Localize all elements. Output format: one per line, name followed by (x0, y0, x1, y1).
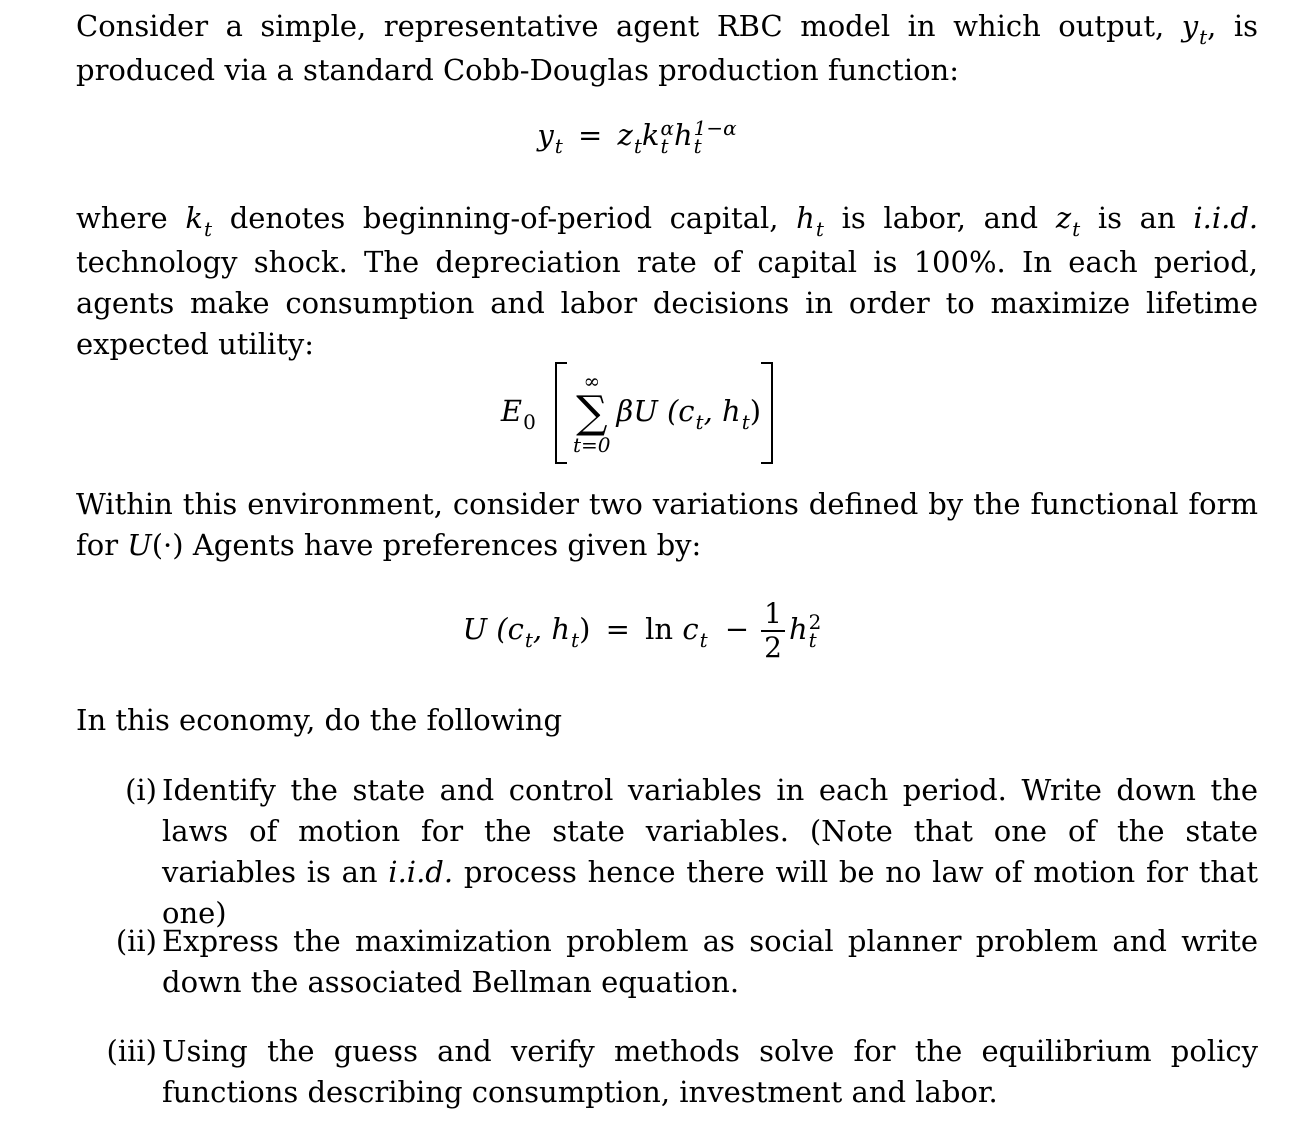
question-item-ii: (ii) Express the maximization problem as social planner problem and write down the associated Bellman equation. (162, 921, 1258, 1003)
definitions-paragraph: where $k_t$ denotes beginning-of-period capital, $h_t$ is labor, and $z_t$ is an i.i.d. technology shock. The depreciation rate of capital is 100%. In each period, agents make consumption and labor decisions in order to maximize lifetime expected utility: (76, 201, 1259, 361)
instructions-paragraph: In this economy, do the following (76, 703, 563, 737)
question-label-i: (i) (125, 773, 157, 807)
utility-function-equation: U ($c_t$, $h_t) = \ln c_t$ − $\frac{1}{2}$ h 2 t (462, 597, 822, 664)
question-item-iii: (iii) Using the guess and verify methods solve for the equilibrium policy functions describing consumption, investment and labor. (162, 1031, 1258, 1113)
production-function-equation: $y_t = z_tk$ α t h 1−α t (537, 116, 737, 158)
question-item-i: (i) Identify the state and control variables in each period. Write down the laws of motion for the state variables. (Note that one of the state variables is an i.i.d. process hence there will be no law of motion for that one) (162, 770, 1258, 934)
question-label-ii: (ii) (115, 924, 157, 958)
intro-paragraph: Consider a simple, representative agent RBC model in which output, $y_t$, is produced via a standard Cobb-Douglas production function: (76, 9, 1259, 87)
question-label-iii: (iii) (106, 1034, 157, 1068)
expected-utility-equation: $E_0$ ∞ ∑ t=0 βU ($c_t$, $h_t$) (76, 362, 1258, 464)
preferences-paragraph: Within this environment, consider two variations defined by the functional form for U(·) Agents have preferences given by: (76, 487, 1258, 562)
